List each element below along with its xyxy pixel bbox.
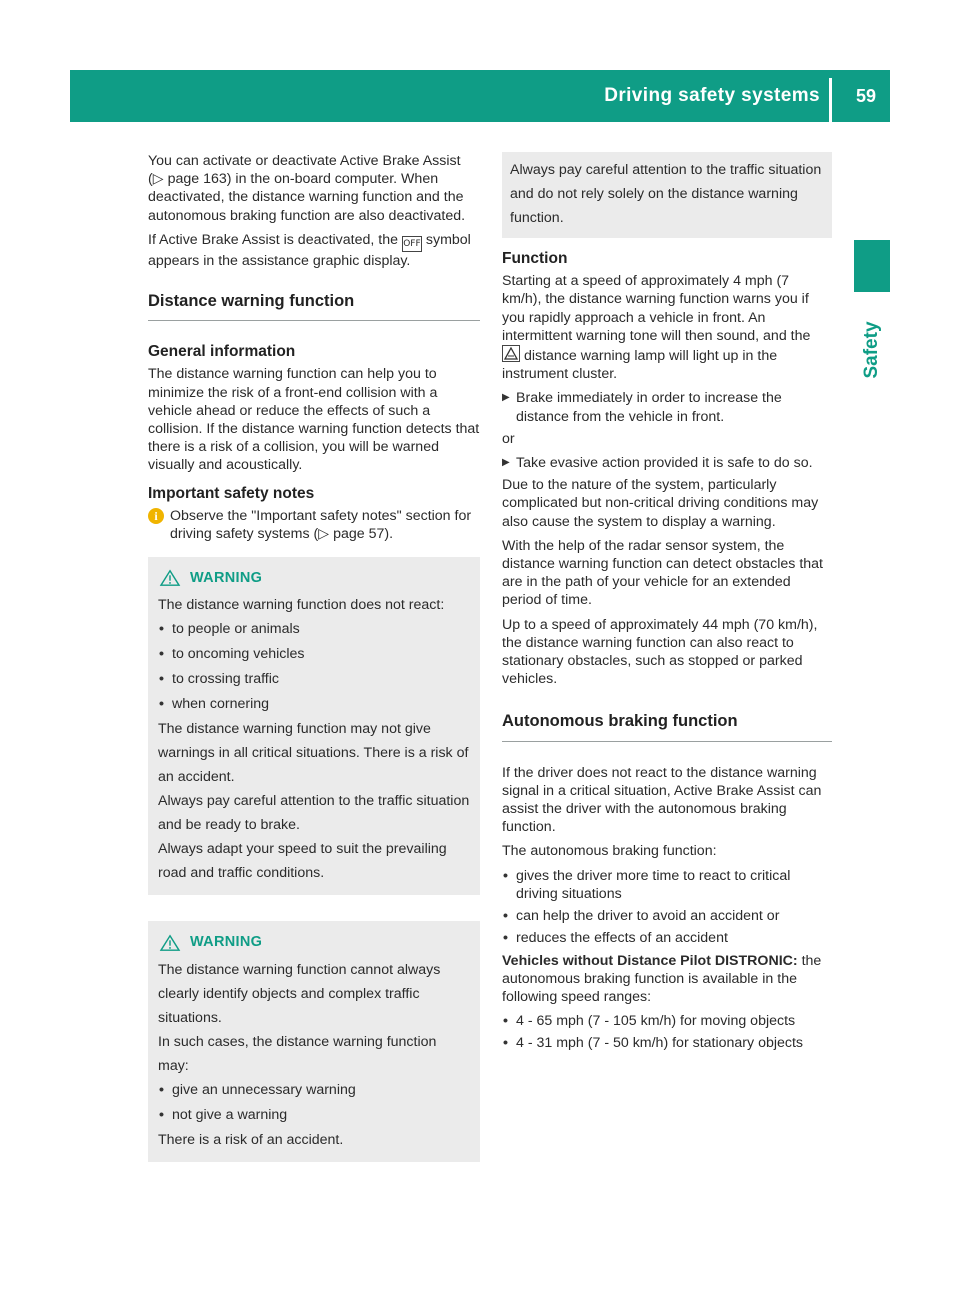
- warning-paragraph: In such cases, the distance warning function may:: [158, 1033, 437, 1074]
- section-title-autonomous-braking: Autonomous braking function: [502, 712, 832, 741]
- function-paragraph-3: With the help of the radar sensor system, the distance warning function can detect obstacles that are in the path of your vehicle for an extended period of time.: [502, 537, 823, 609]
- intro-text-b: symbol appears in the assistance graphic display.: [148, 231, 471, 269]
- heading-function: Function: [502, 250, 568, 267]
- list-item: • to oncoming vehicles: [158, 642, 470, 667]
- function-text-b: distance warning lamp will light up in the instrument cluster.: [502, 348, 778, 383]
- function-paragraph-4: Up to a speed of approximately 44 mph (70 km/h), the distance warning function can also react to stationary obstacles, such as stopped or parked vehicles.: [502, 616, 818, 688]
- action-step: ▶ Take evasive action provided it is safe to do so.: [502, 454, 832, 472]
- speed-bullet-list: [502, 1012, 832, 1052]
- continued-warning-text: Always pay careful attention to the traffic situation and do not rely solely on the distance warning function.: [510, 162, 822, 226]
- warning-paragraph: Always pay careful attention to the traffic situation and be ready to brake.: [158, 793, 470, 834]
- right-column: [502, 152, 832, 1057]
- header-title: Driving safety systems: [604, 85, 820, 106]
- section-title-distance-warning: Distance warning function: [148, 292, 480, 321]
- continued-warning-box: [502, 152, 832, 238]
- general-information-text: The distance warning function can help you to minimize the risk of a front-end collision with a vehicle ahead or reduce the effects of such a collision. If the distance warning function detects that there is a risk of a collision, you will be warned visually and acoustically.: [148, 366, 480, 474]
- warning-triangle-icon: [158, 569, 182, 587]
- list-item: • reduces the effects of an accident: [502, 929, 832, 947]
- warning-heading: [158, 569, 470, 587]
- list-item: • to crossing traffic: [158, 667, 470, 692]
- autonomous-paragraph-2: The autonomous braking function:: [502, 843, 717, 860]
- list-item: • 4 - 65 mph (7 - 105 km/h) for moving objects: [502, 1012, 832, 1030]
- side-tab-text: Safety: [861, 321, 882, 379]
- warning-bullet-list: [158, 1078, 470, 1128]
- vehicles-text: the autonomous braking function is available in the following speed ranges:: [502, 952, 822, 1005]
- header-bar: [70, 70, 890, 122]
- side-tab-label: [852, 310, 892, 390]
- warning-bullet-list: [158, 617, 470, 717]
- warning-paragraph: The distance warning function may not give warnings in all critical situations. There is a risk of an accident.: [158, 721, 469, 786]
- warning-intro: The distance warning function does not react:: [158, 597, 445, 614]
- list-item: • to people or animals: [158, 617, 470, 642]
- function-paragraph: [502, 272, 832, 383]
- list-item: • can help the driver to avoid an accident or: [502, 907, 832, 925]
- info-icon: i: [148, 508, 164, 524]
- header-divider: [829, 78, 832, 122]
- function-text-a: Starting at a speed of approximately 4 mph (7 km/h), the distance warning function warns you if you rapidly approach a vehicle in front. An intermittent warning tone will then sound, and the: [502, 273, 811, 344]
- left-column: [148, 152, 480, 1188]
- function-paragraph-2: Due to the nature of the system, particularly complicated but non-critical driving conditions may also cause the system to display a warning.: [502, 477, 819, 530]
- warning-label: WARNING: [190, 934, 263, 951]
- warning-intro: The distance warning function cannot always clearly identify objects and complex traffic situations.: [158, 961, 441, 1026]
- vehicles-paragraph: [502, 952, 832, 1007]
- list-item: • gives the driver more time to react to critical driving situations: [502, 867, 832, 903]
- list-item: • when cornering: [158, 692, 470, 717]
- distance-warning-lamp-icon: [502, 345, 520, 362]
- warning-paragraph: There is a risk of an accident.: [158, 1131, 344, 1148]
- autonomous-paragraph: If the driver does not react to the distance warning signal in a critical situation, Active Brake Assist can assist the driver with the autonomous braking function.: [502, 764, 822, 836]
- page-number: 59: [855, 86, 876, 106]
- warning-triangle-icon: [158, 934, 182, 952]
- list-item: • 4 - 31 mph (7 - 50 km/h) for stationary objects: [502, 1034, 832, 1052]
- intro-paragraph: You can activate or deactivate Active Brake Assist (▷ page 163) in the on-board computer. When deactivated, the distance warning function and the autonomous braking function are also deactivated.: [148, 153, 466, 224]
- or-text: or: [502, 430, 515, 447]
- warning-box-1: [148, 557, 480, 895]
- info-note-text: Observe the "Important safety notes" section for driving safety systems (▷ page 57).: [170, 507, 472, 543]
- side-tab-marker: [854, 240, 890, 292]
- intro-text-a: If Active Brake Assist is deactivated, the: [148, 231, 398, 248]
- warning-label: WARNING: [190, 570, 263, 587]
- abs-off-icon: OFF: [402, 236, 422, 252]
- warning-heading: [158, 933, 470, 951]
- heading-important-safety-notes: Important safety notes: [148, 484, 315, 502]
- heading-general-information: General information: [148, 343, 296, 361]
- warning-box-2: [148, 921, 480, 1161]
- vehicles-bold-text: Vehicles without Distance Pilot DISTRONIC:: [502, 952, 798, 969]
- info-note: [148, 507, 480, 543]
- list-item: • give an unnecessary warning: [158, 1078, 470, 1103]
- list-item: • not give a warning: [158, 1103, 470, 1128]
- warning-paragraph: Always adapt your speed to suit the prevailing road and traffic conditions.: [158, 841, 447, 882]
- intro-paragraph-2: [148, 231, 480, 270]
- action-step: ▶ Brake immediately in order to increase the distance from the vehicle in front.: [502, 389, 832, 425]
- autonomous-bullet-list: [502, 867, 832, 948]
